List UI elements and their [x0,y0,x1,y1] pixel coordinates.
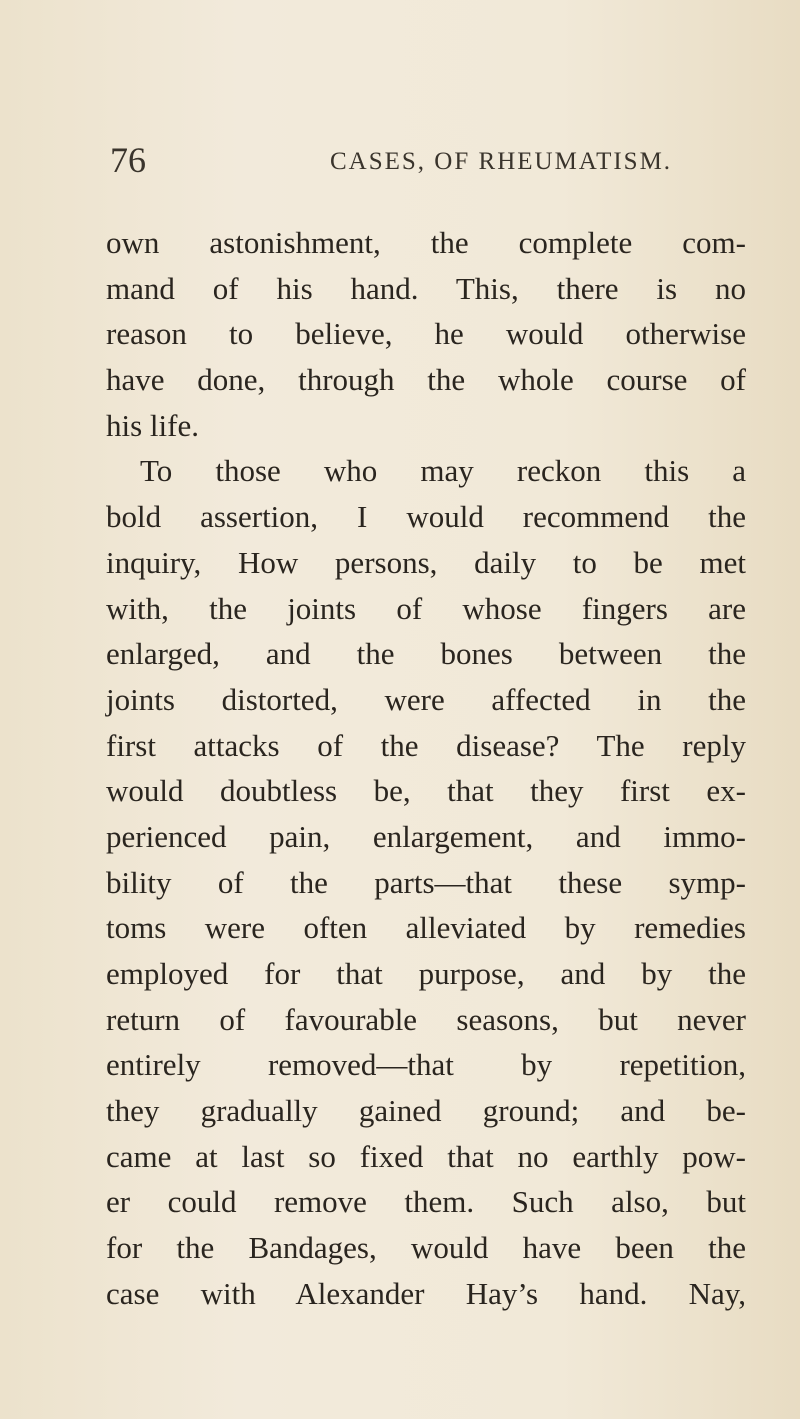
text-line: own astonishment, the complete com- [106,225,746,260]
text-line: for the Bandages, would have been the [106,1230,746,1266]
text-line: joints distorted, were affected in the [106,681,746,717]
text-line: bold assertion, I would recommend the [106,499,746,535]
text-line: inquiry, How persons, daily to be met [106,544,746,580]
text-line: they gradually gained ground; and be- [106,1093,746,1129]
text-line: employed for that purpose, and by the [106,956,746,991]
text-line: would doubtless be, that they first ex- [106,773,746,809]
text-line: came at last so fixed that no earthly pow- [106,1138,746,1174]
text-line: enlarged, and the bones between the [106,636,746,672]
text-line: return of favourable seasons, but never [106,1001,746,1037]
running-title: CASES, OF RHEUMATISM. [330,148,673,175]
text-line: bility of the parts—that these symp- [106,864,746,900]
text-line: with, the joints of whose fingers are [106,590,746,626]
text-line: case with Alexander Hay’s hand. Nay, [106,1275,746,1311]
text-line: toms were often alleviated by remedies [106,910,746,946]
body-text [106,220,746,1317]
text-line: first attacks of the disease? The reply [106,727,746,763]
text-line: mand of his hand. This, there is no [106,270,746,306]
text-line: To those who may reckon this a [140,453,746,489]
text-line: perienced pain, enlargement, and immo- [106,818,746,854]
text-line: have done, through the whole course of [106,362,746,398]
text-line: er could remove them. Such also, but [106,1184,746,1220]
text-line: reason to believe, he would otherwise [106,316,746,352]
text-line: his life. [106,407,199,443]
page-number: 76 [110,140,146,180]
page-header [110,140,750,188]
text-line: entirely removed—that by repetition, [106,1047,746,1083]
